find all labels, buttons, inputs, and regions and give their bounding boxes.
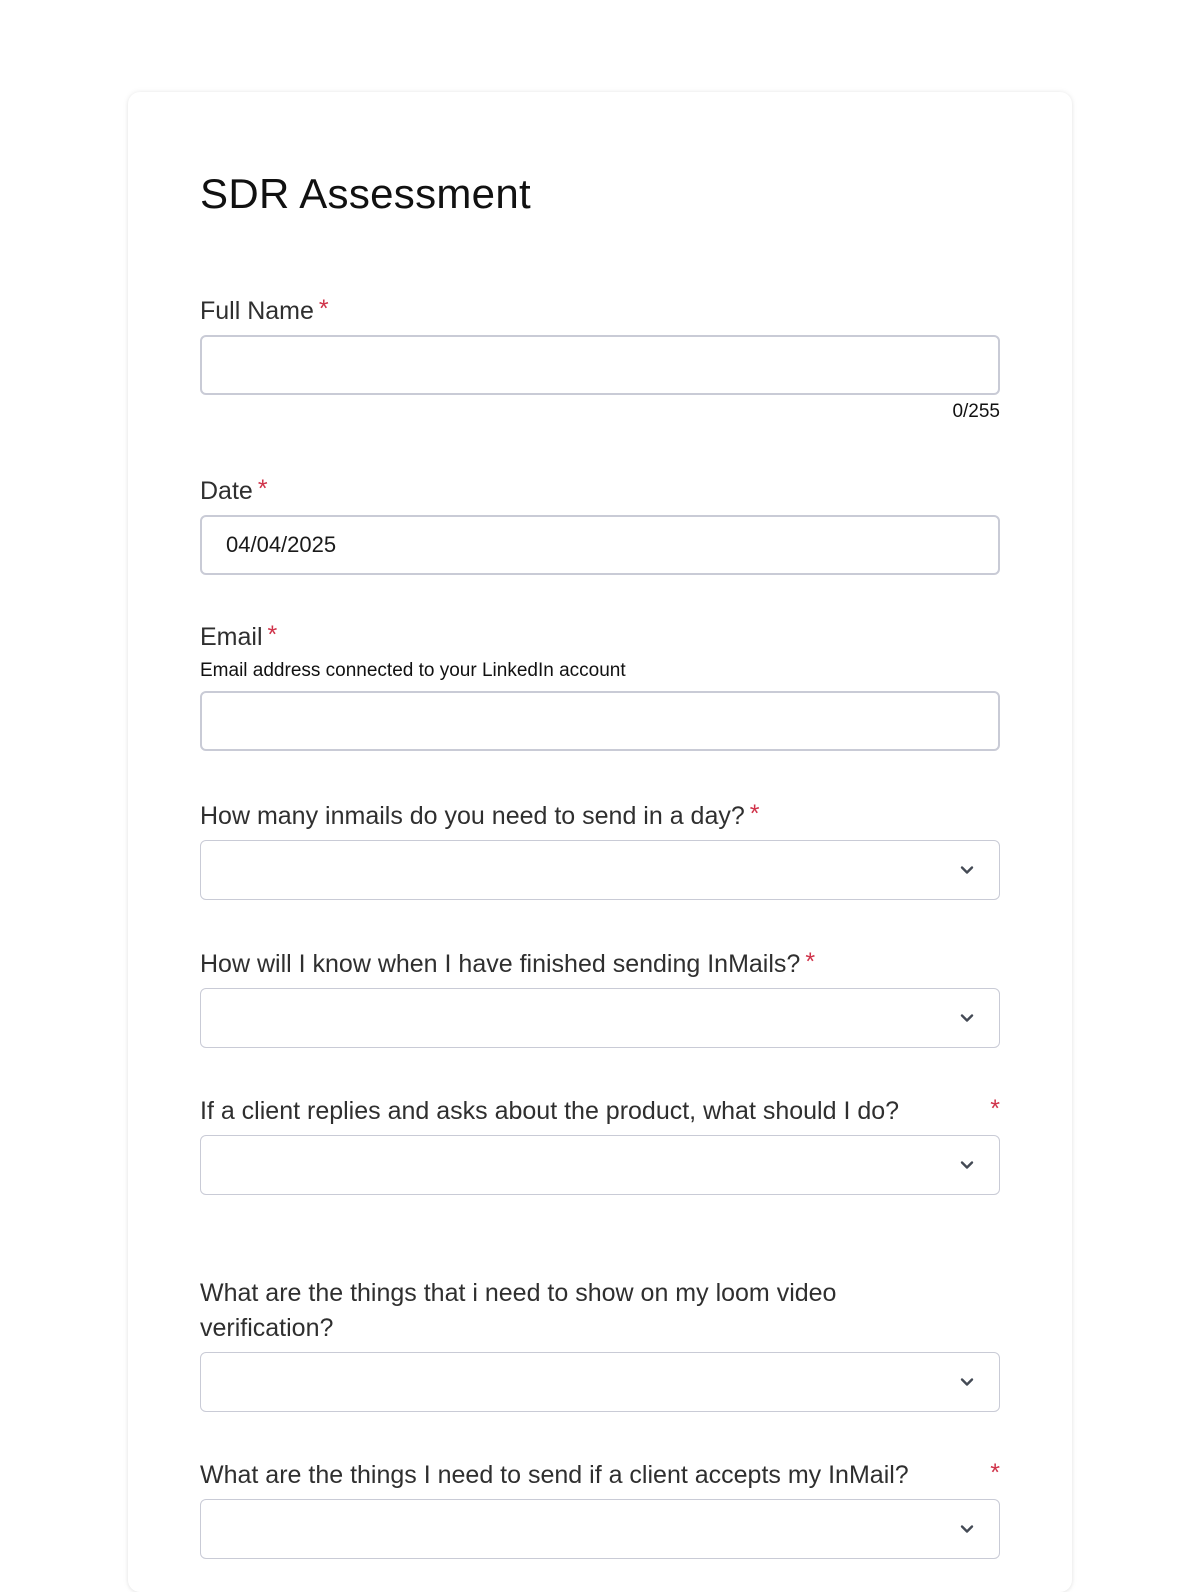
inmails-per-day-label-row bbox=[200, 799, 1000, 834]
date-input[interactable]: 04/04/2025 bbox=[200, 515, 1000, 575]
required-marker: * bbox=[805, 948, 816, 976]
date-label: Date bbox=[200, 477, 253, 505]
finished-inmails-select[interactable] bbox=[200, 988, 1000, 1048]
chevron-down-icon bbox=[957, 1008, 977, 1028]
loom-verification-field bbox=[200, 1276, 1000, 1412]
required-marker: * bbox=[257, 475, 268, 503]
full-name-label-row bbox=[200, 294, 1000, 329]
inmails-per-day-label: How many inmails do you need to send in a day? bbox=[200, 802, 745, 830]
required-marker: * bbox=[990, 1459, 1000, 1487]
chevron-down-icon bbox=[957, 1155, 977, 1175]
chevron-down-icon bbox=[957, 1519, 977, 1539]
finished-inmails-label: How will I know when I have finished sending InMails? bbox=[200, 950, 801, 978]
chevron-down-icon bbox=[957, 860, 977, 880]
required-marker: * bbox=[267, 621, 278, 649]
client-product-question-label: If a client replies and asks about the product, what should I do? bbox=[200, 1097, 900, 1125]
client-accepts-inmail-label: What are the things I need to send if a client accepts my InMail? bbox=[200, 1461, 909, 1489]
client-accepts-inmail-select[interactable] bbox=[200, 1499, 1000, 1559]
client-product-question-field bbox=[200, 1094, 1000, 1195]
client-product-question-select[interactable] bbox=[200, 1135, 1000, 1195]
loom-verification-select[interactable] bbox=[200, 1352, 1000, 1412]
required-marker: * bbox=[749, 800, 760, 828]
date-label-row bbox=[200, 474, 1000, 509]
loom-verification-label-row bbox=[200, 1276, 1000, 1346]
client-accepts-inmail-label-row bbox=[200, 1458, 1000, 1493]
finished-inmails-field bbox=[200, 947, 1000, 1048]
email-helper-text: Email address connected to your LinkedIn account bbox=[200, 660, 626, 681]
finished-inmails-label-row bbox=[200, 947, 1000, 982]
required-marker: * bbox=[318, 295, 329, 323]
full-name-label: Full Name bbox=[200, 297, 314, 325]
form-card bbox=[128, 92, 1072, 1592]
full-name-input[interactable] bbox=[200, 335, 1000, 395]
full-name-field bbox=[200, 294, 1000, 423]
email-input[interactable] bbox=[200, 691, 1000, 751]
loom-verification-label: What are the things that i need to show on my loom video verification? bbox=[200, 1279, 837, 1342]
email-label-row bbox=[200, 620, 1000, 655]
date-field bbox=[200, 474, 1000, 575]
form-title: SDR Assessment bbox=[200, 170, 531, 217]
client-accepts-inmail-field bbox=[200, 1458, 1000, 1559]
client-product-question-label-row bbox=[200, 1094, 1000, 1129]
email-label: Email bbox=[200, 623, 263, 651]
chevron-down-icon bbox=[957, 1372, 977, 1392]
required-marker: * bbox=[990, 1095, 1000, 1123]
email-field bbox=[200, 620, 1000, 751]
inmails-per-day-field bbox=[200, 799, 1000, 900]
inmails-per-day-select[interactable] bbox=[200, 840, 1000, 900]
character-counter: 0/255 bbox=[952, 401, 1000, 422]
